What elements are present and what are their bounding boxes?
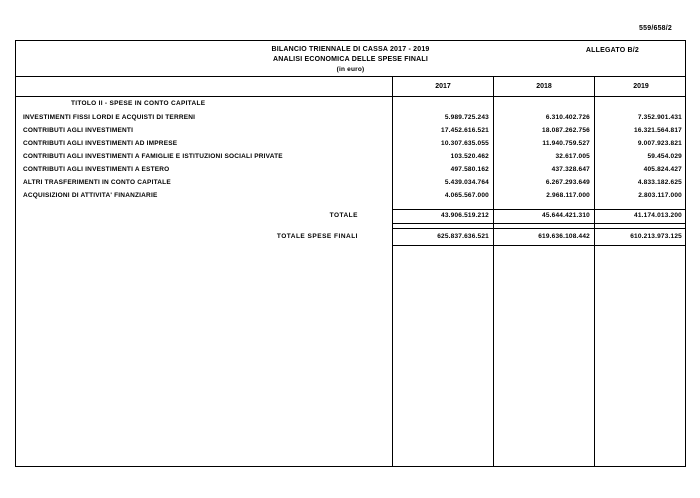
document-subtitle: ANALISI ECONOMICA DELLE SPESE FINALI bbox=[272, 56, 429, 63]
year-column-header-2017: 2017 bbox=[435, 83, 451, 90]
totale-value-2017: 43.906.519.212 bbox=[441, 212, 489, 219]
value-2017: 4.065.567.000 bbox=[444, 192, 489, 199]
row-label: ALTRI TRASFERIMENTI IN CONTO CAPITALE bbox=[23, 179, 171, 186]
value-2019: 16.321.564.817 bbox=[634, 127, 682, 134]
finali-value-2018: 619.636.108.442 bbox=[538, 233, 590, 240]
value-2018: 11.940.759.527 bbox=[542, 140, 590, 147]
header-top-rule bbox=[16, 76, 685, 77]
finali-value-2017: 625.837.636.521 bbox=[437, 233, 489, 240]
totale-value-2018: 45.644.421.310 bbox=[542, 212, 590, 219]
totale-row bbox=[16, 210, 685, 222]
value-2017: 5.989.725.243 bbox=[444, 114, 489, 121]
budget-table-frame bbox=[15, 40, 686, 467]
value-2017: 497.580.162 bbox=[450, 166, 489, 173]
table-row bbox=[16, 137, 685, 150]
value-2017: 10.307.635.055 bbox=[441, 140, 489, 147]
value-2018: 18.087.262.756 bbox=[542, 127, 590, 134]
value-2018: 32.617.005 bbox=[555, 153, 590, 160]
value-2019: 59.454.029 bbox=[647, 153, 682, 160]
document-title: BILANCIO TRIENNALE DI CASSA 2017 - 2019 bbox=[271, 46, 430, 53]
finali-top-rule bbox=[392, 228, 685, 229]
row-label: ACQUISIZIONI DI ATTIVITA' FINANZIARIE bbox=[23, 192, 158, 199]
value-2018: 437.328.647 bbox=[551, 166, 590, 173]
table-row bbox=[16, 111, 685, 124]
table-row bbox=[16, 150, 685, 163]
row-label: CONTRIBUTI AGLI INVESTIMENTI A ESTERO bbox=[23, 166, 170, 173]
totale-value-2019: 41.174.013.200 bbox=[634, 212, 682, 219]
page-reference: 559/658/2 bbox=[639, 25, 672, 32]
value-2019: 7.352.901.431 bbox=[637, 114, 682, 121]
allegato-label: ALLEGATO B/2 bbox=[585, 47, 639, 54]
value-2017: 5.439.034.764 bbox=[444, 179, 489, 186]
value-2019: 2.803.117.000 bbox=[638, 192, 682, 199]
value-2017: 103.520.462 bbox=[450, 153, 489, 160]
table-row bbox=[16, 124, 685, 137]
row-label: INVESTIMENTI FISSI LORDI E ACQUISTI DI TERRENI bbox=[23, 114, 196, 121]
document-header bbox=[16, 45, 685, 75]
value-2017: 17.452.616.521 bbox=[441, 127, 489, 134]
finali-value-2019: 610.213.973.125 bbox=[630, 233, 682, 240]
currency-note: (in euro) bbox=[336, 66, 365, 73]
value-2019: 405.824.427 bbox=[643, 166, 682, 173]
value-2019: 4.833.182.625 bbox=[637, 179, 682, 186]
header-bottom-rule bbox=[16, 96, 685, 97]
table-row bbox=[16, 163, 685, 176]
value-2018: 6.310.402.726 bbox=[545, 114, 590, 121]
row-label: CONTRIBUTI AGLI INVESTIMENTI A FAMIGLIE E ISTITUZIONI SOCIALI PRIVATE bbox=[23, 153, 283, 160]
year-column-header-2018: 2018 bbox=[536, 83, 552, 90]
row-label: CONTRIBUTI AGLI INVESTIMENTI bbox=[23, 127, 134, 134]
totale-bottom-rule bbox=[392, 223, 685, 224]
finali-bottom-rule bbox=[392, 245, 685, 246]
section-title: TITOLO II - SPESE IN CONTO CAPITALE bbox=[71, 100, 206, 107]
row-label: CONTRIBUTI AGLI INVESTIMENTI AD IMPRESE bbox=[23, 140, 178, 147]
table-row bbox=[16, 189, 685, 202]
value-2019: 9.007.923.821 bbox=[637, 140, 682, 147]
value-2018: 6.267.293.649 bbox=[545, 179, 590, 186]
table-row bbox=[16, 176, 685, 189]
value-2018: 2.968.117.000 bbox=[546, 192, 590, 199]
totale-spese-finali-label: TOTALE SPESE FINALI bbox=[276, 233, 358, 240]
totale-label: TOTALE bbox=[329, 212, 358, 219]
totale-spese-finali-row bbox=[16, 231, 685, 243]
year-column-header-2019: 2019 bbox=[633, 83, 649, 90]
